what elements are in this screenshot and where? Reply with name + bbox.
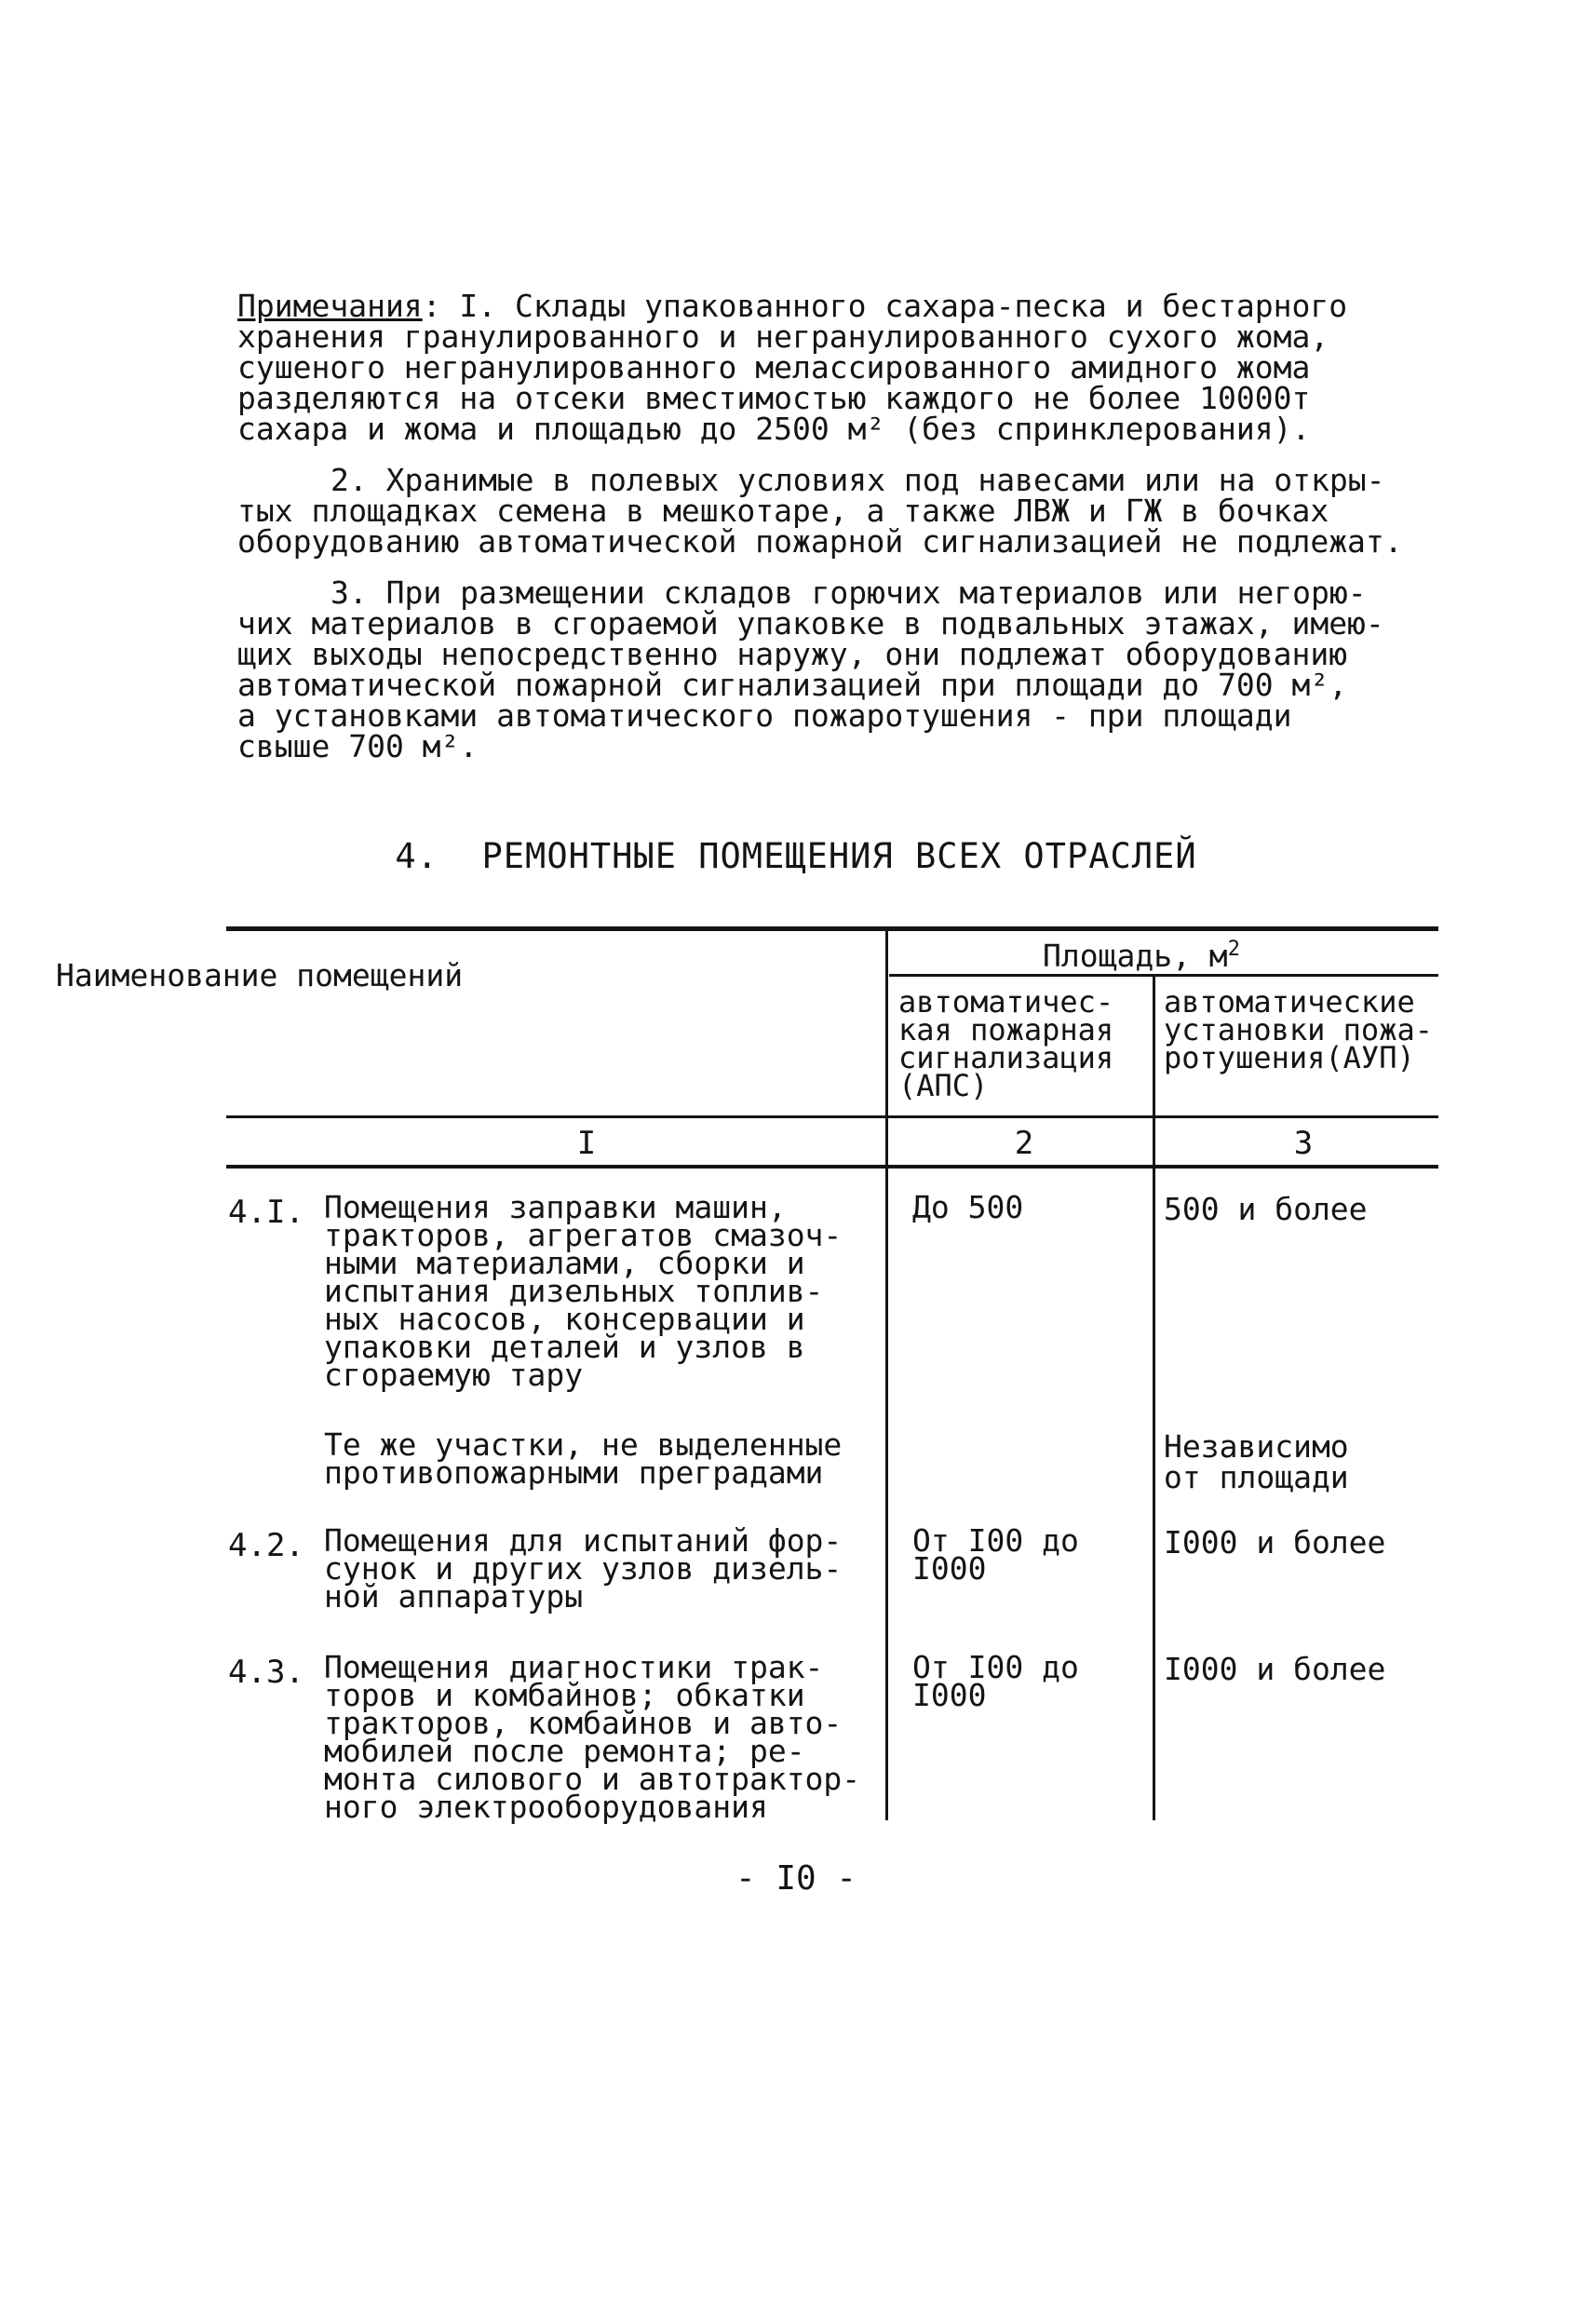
- header-aup: автоматические установки пожа- ротушения(АУП): [1164, 984, 1433, 1075]
- row-aps: От I00 до I000: [912, 1649, 1079, 1713]
- row-aup: 500 и более: [1164, 1191, 1368, 1227]
- section-title: 4. РЕМОНТНЫЕ ПОМЕЩЕНИЯ ВСЕХ ОТРАСЛЕЙ: [395, 836, 1197, 876]
- page-number: - I0 -: [735, 1859, 857, 1898]
- header-area: Площадь, $м^2$: [1043, 938, 1240, 974]
- note-2: [237, 462, 1448, 560]
- col-divider-2: [1153, 977, 1155, 1820]
- row-name: Помещения диагностики трак- торов и комбайнов; обкатки тракторов, комбайнов и авто- мобилей после ремонта; ре- монта силового и автотрактор- ного электрооборудования: [324, 1649, 861, 1825]
- colnum-bottom-rule: [226, 1165, 1438, 1169]
- row-aps: От I00 до I000: [912, 1522, 1079, 1587]
- col-divider-1: [885, 926, 888, 1820]
- row-aup: I000 и более: [1164, 1524, 1386, 1561]
- note-3: [237, 574, 1448, 764]
- row-aup: Независимо от площади: [1164, 1428, 1349, 1495]
- area-sub-rule: [889, 974, 1438, 977]
- row-name: Те же участки, не выделенные противопожарными преградами: [324, 1426, 843, 1491]
- notes-label: Примечания: [237, 288, 423, 324]
- row-name: Помещения заправки машин, тракторов, агрегатов смазоч- ными материалами, сборки и испытания дизельных топлив- ных насосов, консервации и упаковки деталей и узлов в сгораемую тару: [324, 1189, 843, 1393]
- col-number-1: I: [576, 1125, 597, 1162]
- row-number: 4.2.: [228, 1527, 304, 1564]
- note-3-text: 3. При размещении складов горючих материалов или негорю- чих материалов в сгораемой упаковке в подвальных этажах, имею- щих выходы непосредственно наружу, они подлежат оборудованию автоматической пожарной сигнализацией при площади до 700 м², а установками автоматического пожаротушения - при площади свыше 700 м².: [237, 574, 1384, 764]
- header-bottom-rule: [226, 1115, 1438, 1118]
- note-1-text: : I. Склады упакованного сахара-песка и бестарного хранения гранулированного и негранулированного сухого жома, сушеного негранулированного мелассированного амидного жома разделяются на отсеки вместимостью каждого не более 10000т сахара и жома и площадью до 2500 м² (без спринклерования).: [237, 288, 1348, 447]
- header-aps: автоматичес- кая пожарная сигнализация (АПС): [898, 984, 1114, 1103]
- note-2-text: 2. Хранимые в полевых условиях под навесами или на откры- тых площадках семена в мешкотаре, а также ЛВЖ и ГЖ в бочках оборудованию автоматической пожарной сигнализацией не подлежат.: [237, 462, 1403, 560]
- area-unit-superscript: 2: [1227, 938, 1240, 961]
- row-aps: До 500: [912, 1189, 1024, 1225]
- row-number: 4.3.: [228, 1654, 304, 1691]
- header-name: Наименование помещений: [56, 957, 464, 993]
- row-name: Помещения для испытаний фор- сунок и других узлов дизель- ной аппаратуры: [324, 1522, 843, 1615]
- note-1: [237, 288, 1448, 447]
- table-top-rule: [226, 926, 1438, 931]
- col-number-3: 3: [1293, 1125, 1314, 1162]
- notes-block: [237, 290, 1448, 762]
- row-aup: I000 и более: [1164, 1651, 1386, 1687]
- row-number: 4.I.: [228, 1194, 304, 1231]
- col-number-2: 2: [1014, 1125, 1034, 1162]
